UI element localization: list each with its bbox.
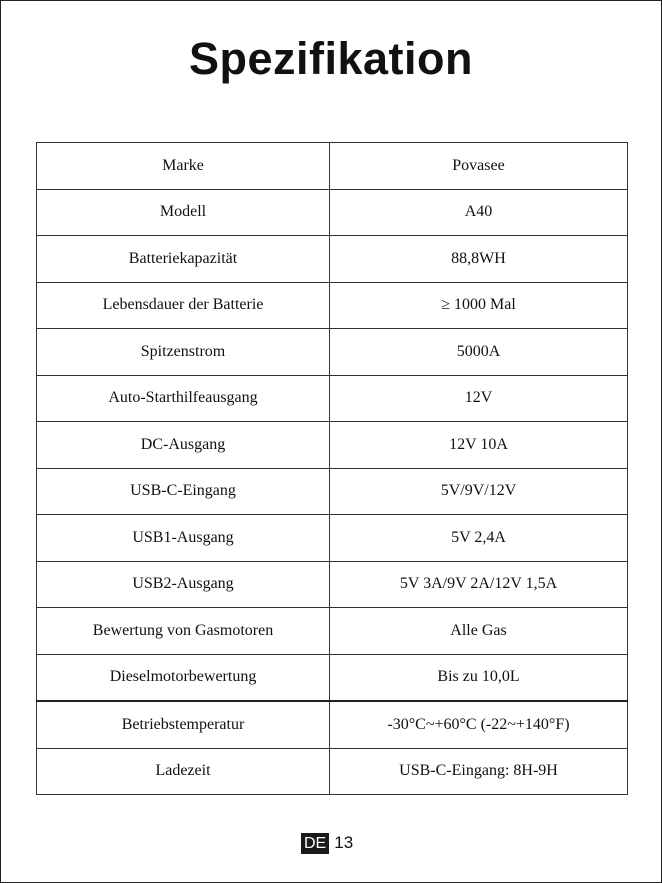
spec-label: Bewertung von Gasmotoren: [37, 608, 330, 655]
spec-label: USB2-Ausgang: [37, 561, 330, 608]
spec-value: 88,8WH: [330, 236, 628, 283]
table-row: [37, 189, 628, 236]
specification-table: [36, 142, 628, 795]
spec-value: Povasee: [330, 143, 628, 190]
table-row: [37, 143, 628, 190]
spec-value: A40: [330, 189, 628, 236]
table-row: [37, 515, 628, 562]
spec-label: Dieselmotorbewertung: [37, 654, 330, 701]
spec-label: Modell: [37, 189, 330, 236]
table-row: [37, 329, 628, 376]
spec-label: USB1-Ausgang: [37, 515, 330, 562]
table-row: [37, 236, 628, 283]
spec-value: 5V/9V/12V: [330, 468, 628, 515]
spec-label: Batteriekapazität: [37, 236, 330, 283]
table-row: [37, 468, 628, 515]
spec-value: 5000A: [330, 329, 628, 376]
table-row: [37, 748, 628, 795]
table-row: [37, 282, 628, 329]
table-row: [37, 422, 628, 469]
spec-label: Spitzenstrom: [37, 329, 330, 376]
spec-label: DC-Ausgang: [37, 422, 330, 469]
spec-label: Lebensdauer der Batterie: [37, 282, 330, 329]
page-footer: [301, 832, 353, 854]
spec-value: USB-C-Eingang: 8H-9H: [330, 748, 628, 795]
table-row: [37, 701, 628, 748]
spec-value: 5V 2,4A: [330, 515, 628, 562]
table-row: [37, 654, 628, 701]
spec-label: USB-C-Eingang: [37, 468, 330, 515]
spec-value: -30°C~+60°C (-22~+140°F): [330, 701, 628, 748]
spec-value: ≥ 1000 Mal: [330, 282, 628, 329]
page-number: 13: [334, 833, 354, 852]
spec-value: Bis zu 10,0L: [330, 654, 628, 701]
spec-value: 12V: [330, 375, 628, 422]
table-row: [37, 608, 628, 655]
specification-table-body: [37, 143, 628, 795]
spec-value: 12V 10A: [330, 422, 628, 469]
language-badge: DE: [301, 833, 329, 854]
spec-label: Auto-Starthilfeausgang: [37, 375, 330, 422]
spec-value: Alle Gas: [330, 608, 628, 655]
table-row: [37, 375, 628, 422]
spec-label: Marke: [37, 143, 330, 190]
table-row: [37, 561, 628, 608]
spec-label: Betriebstemperatur: [37, 701, 330, 748]
spec-value: 5V 3A/9V 2A/12V 1,5A: [330, 561, 628, 608]
page-title: Spezifikation: [188, 33, 474, 84]
spec-label: Ladezeit: [37, 748, 330, 795]
